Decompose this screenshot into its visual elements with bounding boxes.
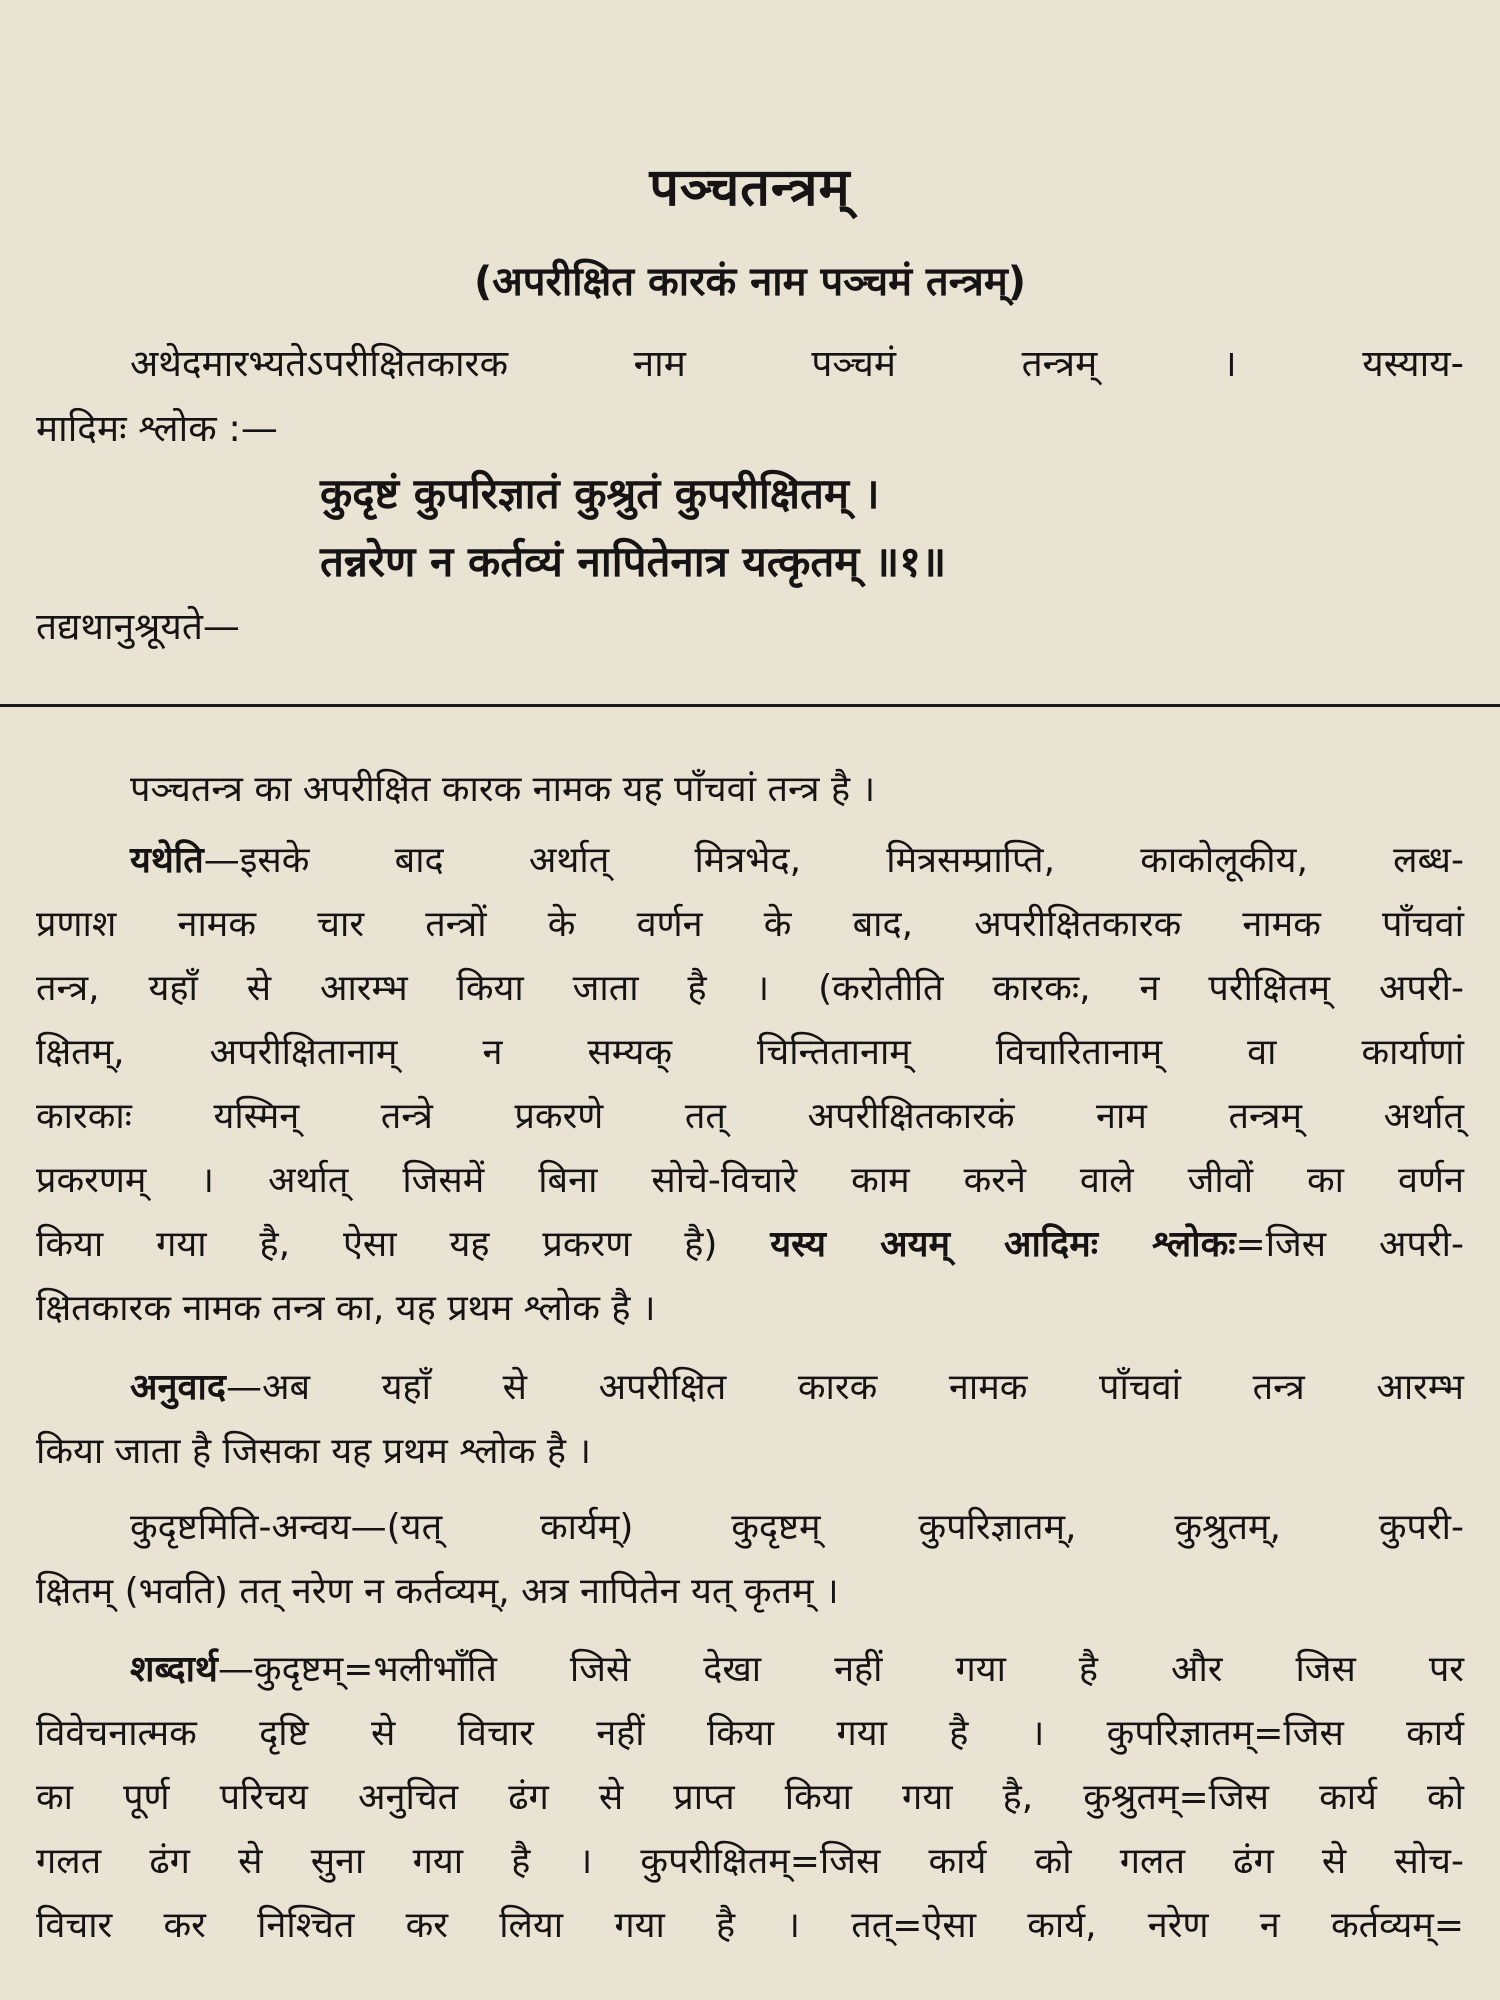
commentary-line: का पूर्ण परिचय अनुचित ढंग से प्राप्त किया गया है, कुश्रुतम्=जिस कार्य को (36, 1777, 1464, 1818)
commentary-line: कुदृष्टमिति-अन्वय—(यत् कार्यम्) कुदृष्टम् कुपरिज्ञातम्, कुश्रुतम्, कुपरी- (130, 1507, 1464, 1548)
commentary-line: क्षितम् (भवति) तत् नरेण न कर्तव्यम्, अत्र नापितेन यत् कृतम् । (36, 1571, 839, 1612)
commentary-label: यथेति (130, 840, 204, 881)
after-verse-line: तद्यथानुश्रूयते— (36, 605, 240, 648)
verse-line-2: तन्नरेण न कर्तव्यं नापितेनात्र यत्कृतम् ॥१॥ (320, 537, 947, 586)
commentary-line: अनुवाद—अब यहाँ से अपरीक्षित कारक नामक पाँचवां तन्त्र आरम्भ (130, 1367, 1464, 1408)
commentary-emphasis: यस्य अयम् आदिमः श्लोकः (770, 1224, 1236, 1265)
commentary-line: क्षितम्, अपरीक्षितानाम् न सम्यक् चिन्तितानाम् विचारितानाम् वा कार्याणां (36, 1032, 1464, 1073)
commentary-line: विवेचनात्मक दृष्टि से विचार नहीं किया गया है । कुपरिज्ञातम्=जिस कार्य (36, 1713, 1464, 1754)
commentary-label: अनुवाद (130, 1367, 226, 1408)
intro-line-2: मादिमः श्लोक :— (36, 407, 278, 450)
commentary-label: शब्दार्थ (130, 1649, 218, 1690)
commentary-line: किया जाता है जिसका यह प्रथम श्लोक है । (36, 1431, 592, 1472)
commentary-line: किया गया है, ऐसा यह प्रकरण है) यस्य अयम् आदिमः श्लोकः=जिस अपरी- (36, 1224, 1464, 1265)
section-divider (0, 704, 1500, 707)
commentary-line: कारकाः यस्मिन् तन्त्रे प्रकरणे तत् अपरीक्षितकारकं नाम तन्त्रम् अर्थात् (36, 1096, 1464, 1137)
commentary-line: गलत ढंग से सुना गया है । कुपरीक्षितम्=जिस कार्य को गलत ढंग से सोच- (36, 1841, 1464, 1882)
page-subtitle: (अपरीक्षित कारकं नाम पञ्चमं तन्त्रम्) (473, 259, 1027, 305)
commentary-line: यथेति—इसके बाद अर्थात् मित्रभेद, मित्रसम्प्राप्ति, काकोलूकीय, लब्ध- (130, 840, 1464, 881)
commentary-line: विचार कर निश्चित कर लिया गया है । तत्=ऐसा कार्य, नरेण न कर्तव्यम्= (36, 1905, 1464, 1946)
verse-line-1: कुदृष्टं कुपरिज्ञातं कुश्रुतं कुपरीक्षितम् । (320, 469, 880, 518)
intro-line-1: अथेदमारभ्यतेऽपरीक्षितकारक नाम पञ्चमं तन्त्रम् । यस्याय- (130, 342, 1464, 385)
page-title: पञ्चतन्त्रम् (649, 158, 851, 218)
commentary-line: क्षितकारक नामक तन्त्र का, यह प्रथम श्लोक है । (36, 1288, 656, 1329)
commentary-line: प्रकरणम् । अर्थात् जिसमें बिना सोचे-विचारे काम करने वाले जीवों का वर्णन (36, 1160, 1464, 1201)
commentary-line: तन्त्र, यहाँ से आरम्भ किया जाता है । (करोतीति कारकः, न परीक्षितम् अपरी- (36, 968, 1464, 1009)
commentary-line: पञ्चतन्त्र का अपरीक्षित कारक नामक यह पाँचवां तन्त्र है । (130, 769, 876, 810)
commentary-line: प्रणाश नामक चार तन्त्रों के वर्णन के बाद, अपरीक्षितकारक नामक पाँचवां (36, 904, 1464, 945)
commentary-line: शब्दार्थ—कुदृष्टम्=भलीभाँति जिसे देखा नहीं गया है और जिस पर (130, 1649, 1464, 1690)
